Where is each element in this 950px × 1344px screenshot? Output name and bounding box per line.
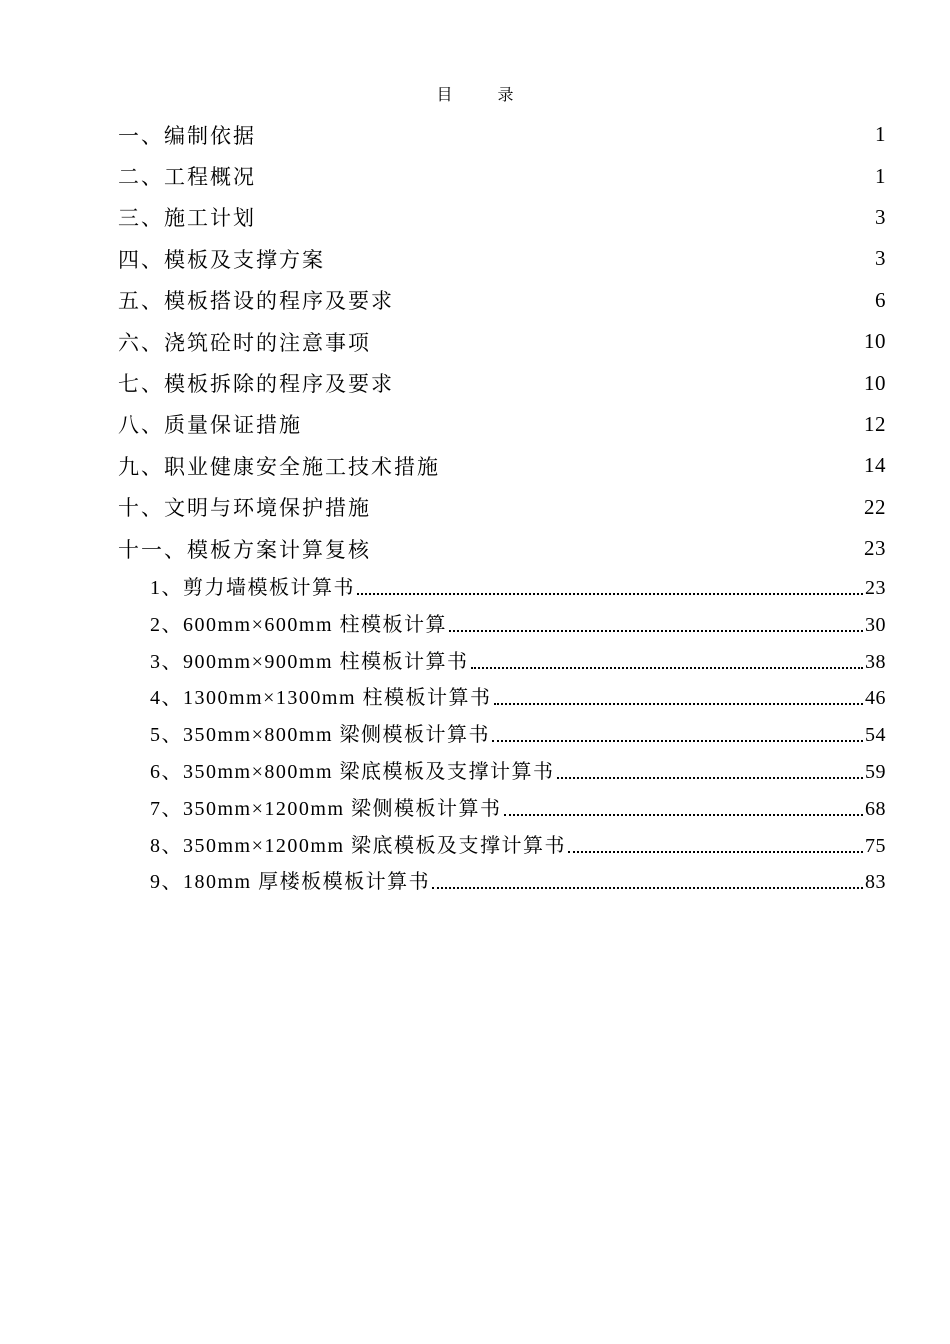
toc-title: 目 录 xyxy=(436,85,534,104)
toc-entry-page: 1 xyxy=(875,163,886,188)
toc-entry[interactable] xyxy=(118,197,886,238)
toc-entry-page: 6 xyxy=(875,287,886,312)
toc-entry-label: 四、模板及支撑方案 xyxy=(118,247,325,272)
toc-sub-entry-label: 9、180mm 厚楼板模板计算书 xyxy=(150,871,431,894)
toc-sub-entry-page: 68 xyxy=(865,797,886,820)
toc-entry-label: 八、质量保证措施 xyxy=(118,413,302,438)
toc-sub-entry[interactable] xyxy=(118,827,886,864)
dot-leader xyxy=(432,887,863,889)
toc-sub-entry[interactable] xyxy=(118,753,886,790)
toc-entry[interactable] xyxy=(118,528,886,569)
toc-entry-label: 一、编制依据 xyxy=(118,123,256,148)
toc-sub-entry[interactable] xyxy=(118,569,886,606)
toc-sub-entry[interactable] xyxy=(118,790,886,827)
toc-entry-page: 12 xyxy=(864,411,886,436)
toc-entry[interactable] xyxy=(118,362,886,403)
toc-sub-entry-label: 4、1300mm×1300mm 柱模板计算书 xyxy=(150,687,492,710)
toc-entry-page: 10 xyxy=(864,329,886,354)
dot-leader xyxy=(504,814,863,816)
toc-entry-page: 14 xyxy=(864,453,886,478)
toc-sub-entry-label: 1、剪力墙模板计算书 xyxy=(150,577,355,600)
dot-leader xyxy=(557,777,863,779)
toc-entry-page: 23 xyxy=(864,536,886,561)
toc-entry[interactable] xyxy=(118,114,886,155)
toc-entry[interactable] xyxy=(118,280,886,321)
toc-sub-entry-page: 38 xyxy=(865,650,886,673)
toc-sub-entry-page: 46 xyxy=(865,687,886,710)
toc-sub-entry[interactable] xyxy=(118,680,886,717)
toc-entry-label: 三、施工计划 xyxy=(118,206,256,231)
dot-leader xyxy=(492,740,863,742)
toc-entry-label: 七、模板拆除的程序及要求 xyxy=(118,372,394,397)
toc-entry-page: 22 xyxy=(864,494,886,519)
toc-sub-entry-label: 8、350mm×1200mm 梁底模板及支撑计算书 xyxy=(150,834,567,857)
toc-entry-label: 六、浇筑砼时的注意事项 xyxy=(118,330,371,355)
toc-entry-label: 九、职业健康安全施工技术措施 xyxy=(118,454,440,479)
toc-entry[interactable] xyxy=(118,155,886,196)
toc-sub-entry-label: 6、350mm×800mm 梁底模板及支撑计算书 xyxy=(150,761,555,784)
toc-sub-entry-label: 2、600mm×600mm 柱模板计算 xyxy=(150,613,448,636)
toc-entry-page: 3 xyxy=(875,246,886,271)
toc-sub-entry[interactable] xyxy=(118,643,886,680)
toc-entry-page: 1 xyxy=(875,122,886,147)
dot-leader xyxy=(471,667,863,669)
toc-sub-entry-page: 83 xyxy=(865,871,886,894)
toc-entry-label: 十、文明与环境保护措施 xyxy=(118,496,371,521)
dot-leader xyxy=(568,851,863,853)
toc-sub-entry[interactable] xyxy=(118,606,886,643)
toc-sub-entry-label: 3、900mm×900mm 柱模板计算书 xyxy=(150,650,469,673)
toc-sub-entries xyxy=(118,569,886,900)
toc-entry[interactable] xyxy=(118,445,886,486)
toc-list xyxy=(118,114,886,900)
toc-sub-entry-page: 23 xyxy=(865,577,886,600)
toc-entry[interactable] xyxy=(118,404,886,445)
toc-entry-label: 二、工程概况 xyxy=(118,165,256,190)
dot-leader xyxy=(494,703,863,705)
toc-sub-entry-page: 54 xyxy=(865,724,886,747)
toc-sub-entry-page: 30 xyxy=(865,613,886,636)
toc-sub-entry-page: 59 xyxy=(865,761,886,784)
toc-entry[interactable] xyxy=(118,321,886,362)
toc-sub-entry-label: 7、350mm×1200mm 梁侧模板计算书 xyxy=(150,797,502,820)
toc-sub-entry-page: 75 xyxy=(865,834,886,857)
dot-leader xyxy=(449,630,863,632)
toc-entry-label: 五、模板搭设的程序及要求 xyxy=(118,289,394,314)
dot-leader xyxy=(357,593,863,595)
toc-entry[interactable] xyxy=(118,487,886,528)
toc-entry-label: 十一、模板方案计算复核 xyxy=(118,537,371,562)
toc-sub-entry[interactable] xyxy=(118,864,886,901)
toc-sub-entry-label: 5、350mm×800mm 梁侧模板计算书 xyxy=(150,724,491,747)
toc-main-entries xyxy=(118,114,886,569)
toc-entry[interactable] xyxy=(118,238,886,279)
toc-sub-entry[interactable] xyxy=(118,716,886,753)
toc-entry-page: 10 xyxy=(864,370,886,395)
toc-entry-page: 3 xyxy=(875,204,886,229)
